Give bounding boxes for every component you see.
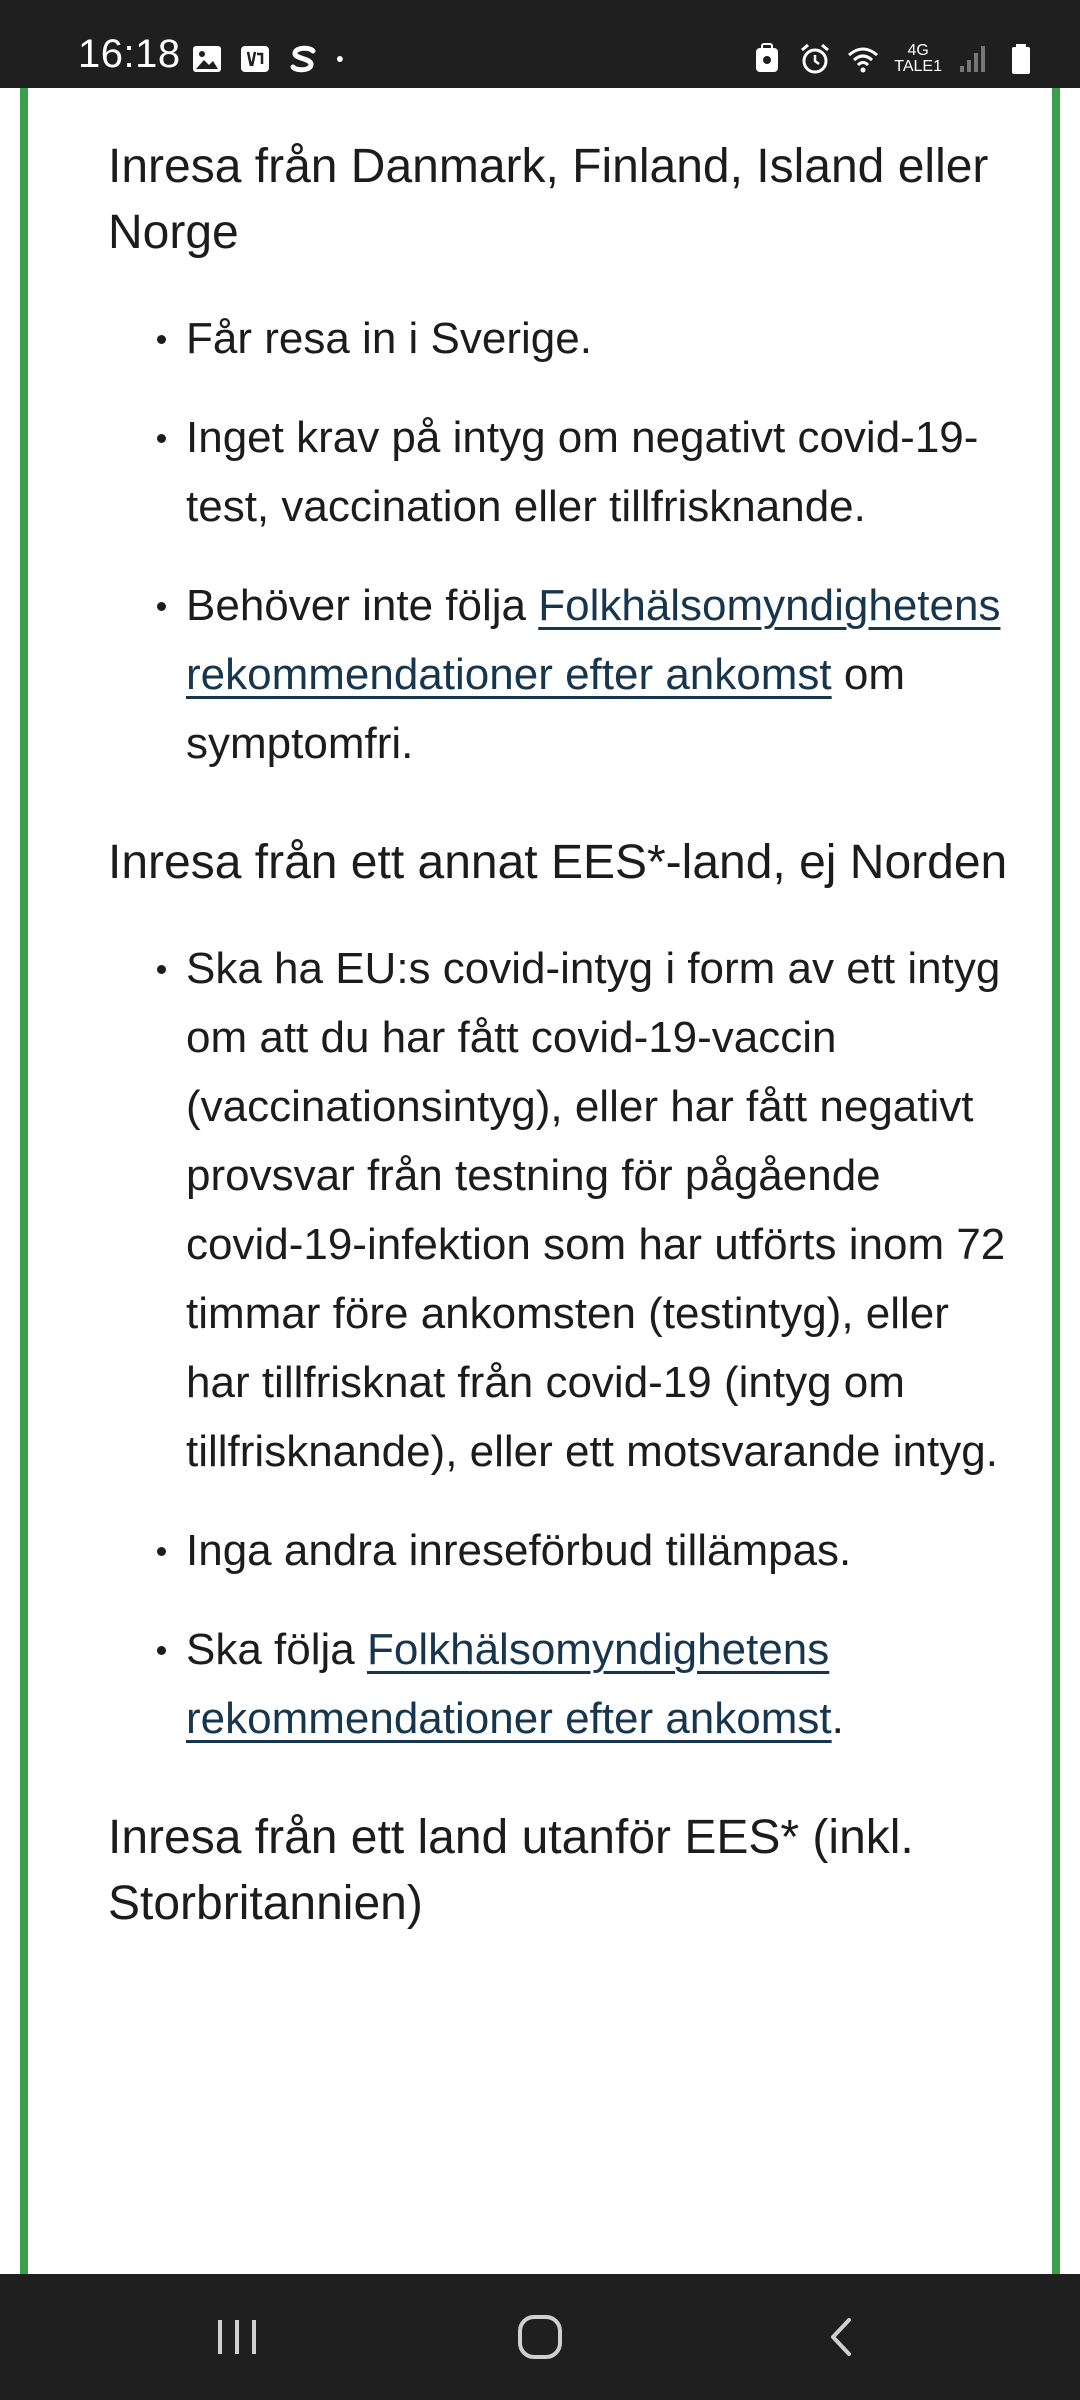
back-button[interactable] [802,2302,882,2372]
navigation-bar [0,2274,1080,2400]
bullet-text: om symptomfri. [186,650,905,768]
recommendations-link[interactable]: Folkhälsomyndighetens rekommendationer efter ankomst [186,1625,832,1743]
network-generation: 4G [907,42,929,59]
section-heading-nordic: Inresa från Danmark, Finland, Island eller Norge [108,140,989,259]
wifi-icon [846,42,880,76]
list-item [186,1516,1008,1585]
home-button[interactable] [500,2302,580,2372]
bullet-text: Ska ha EU:s covid-intyg i form av ett intyg om att du har fått covid-19-vaccin (vaccinationsintyg), eller har fått negativt provsvar från testning för pågående covid-19-infektion som har utförts inom 72 timmar före ankomsten (testintyg), eller har tillfrisknat från covid-19 (intyg om tillfrisknande), eller ett motsvarande intyg. [186,944,1006,1476]
recent-apps-icon [214,2314,260,2360]
recent-apps-button[interactable] [197,2302,277,2372]
back-icon [819,2314,865,2360]
list-item [186,934,1008,1486]
signal-icon [956,42,990,76]
web-content[interactable] [20,88,1060,2274]
bullet-text: Ska följa [186,1625,367,1674]
voicemail-icon [238,42,272,76]
bullet-text: Inga andra inreseförbud tillämpas. [186,1526,852,1575]
bullet-text: Behöver inte följa [186,581,539,630]
notification-icons [190,42,354,76]
bullet-list-ees [186,934,1008,1753]
alarm-icon [798,42,832,76]
bullet-text: . [831,1694,844,1743]
s-app-icon [286,42,320,76]
network-operator: TALE1 [894,58,942,75]
list-item [186,304,1008,373]
clock: 16:18 [78,32,181,76]
bullet-list-nordic [186,304,1008,778]
system-icons [750,42,1038,76]
article [108,134,1008,1975]
list-item [186,403,1008,541]
section-heading-non-ees: Inresa från ett land utanför EES* (inkl. Storbritannien) [108,1811,914,1930]
section-heading-ees: Inresa från ett annat EES*-land, ej Norden [108,836,1008,889]
bullet-text: Får resa in i Sverige. [186,314,592,363]
status-bar [0,0,1080,88]
home-icon [514,2311,566,2363]
list-item [186,1615,1008,1753]
lock-icon [750,42,784,76]
battery-icon [1004,42,1038,76]
bullet-text: Inget krav på intyg om negativt covid-19-test, vaccination eller tillfrisknande. [186,413,979,531]
list-item [186,571,1008,778]
dot-icon [334,42,354,76]
network-type [894,43,942,75]
recommendations-link[interactable]: Folkhälsomyndighetens rekommendationer efter ankomst [186,581,1001,699]
gallery-icon [190,42,224,76]
